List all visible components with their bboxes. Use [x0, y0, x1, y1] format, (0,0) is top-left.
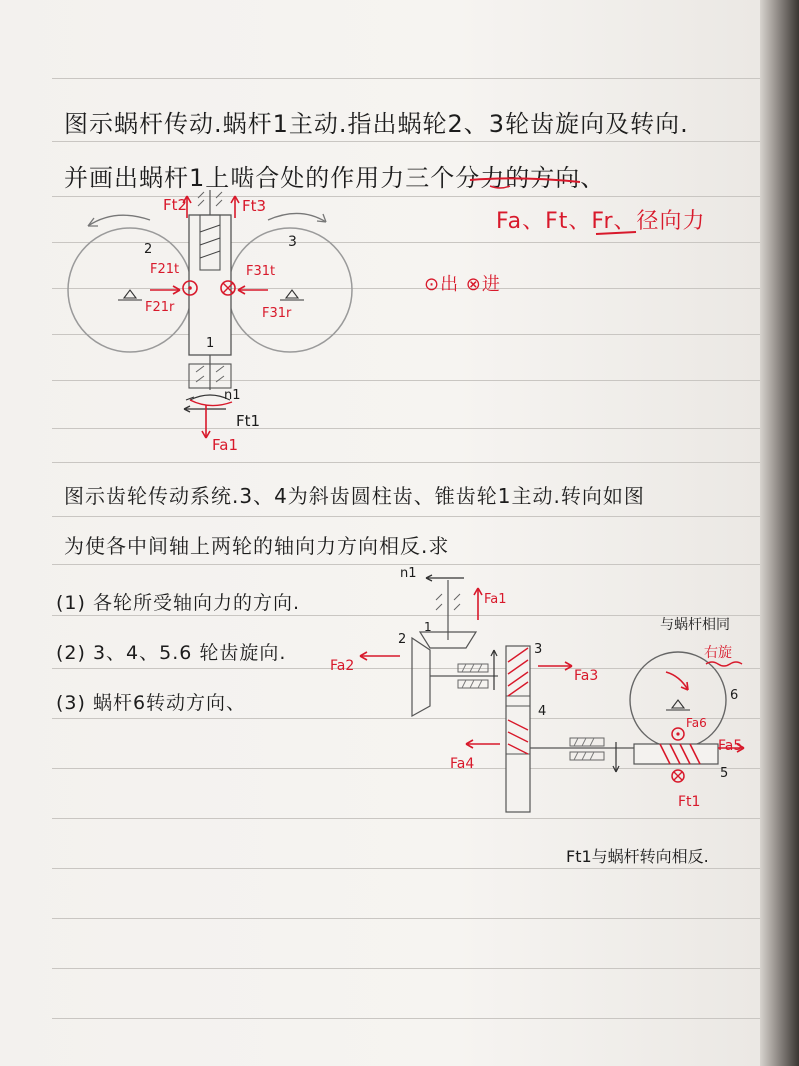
- problem1-line1: 图示蜗杆传动.蜗杆1主动.指出蜗轮2、3轮齿旋向及转向.: [64, 110, 689, 138]
- label-n1: n1: [224, 388, 241, 403]
- direction-legend: ⊙出 ⊗进: [424, 274, 501, 295]
- label-ft2: Ft2: [163, 196, 188, 214]
- label-ft3: Ft3: [242, 197, 267, 215]
- label-gear-num1: 1: [424, 620, 432, 634]
- label-gear-num4: 4: [538, 704, 547, 719]
- label-fa1: Fa1: [212, 436, 238, 454]
- label-num3: 3: [288, 234, 297, 250]
- label-f31r: F31r: [262, 306, 292, 321]
- problem2-line1: 图示齿轮传动系统.3、4为斜齿圆柱齿、锥齿轮1主动.转向如图: [64, 484, 645, 508]
- page-edge-shadow: [760, 0, 799, 1066]
- label-gear-num6: 6: [730, 688, 739, 703]
- label-fa6: Fa6: [686, 716, 707, 730]
- label-ft1: Ft1: [236, 412, 261, 430]
- problem2-line2: 为使各中间轴上两轮的轴向力方向相反.求: [64, 534, 450, 558]
- label-right-hand: 右旋: [704, 645, 732, 661]
- problem1-line2: 并画出蜗杆1上啮合处的作用力三个分力的方向、: [64, 164, 606, 192]
- label-ft1-gear: Ft1: [678, 794, 701, 810]
- label-fa3: Fa3: [574, 668, 599, 684]
- label-gear-num5: 5: [720, 766, 729, 781]
- label-f21r: F21r: [145, 300, 175, 315]
- label-ft1-note: Ft1与蜗杆转向相反.: [566, 847, 709, 866]
- label-gear-num3: 3: [534, 642, 543, 657]
- problem2-item-1: (1) 各轮所受轴向力的方向.: [56, 592, 300, 614]
- label-f31t: F31t: [246, 264, 276, 279]
- label-fa5: Fa5: [718, 738, 743, 754]
- forces-note: Fa、Ft、Fr、径向力: [496, 209, 706, 234]
- label-n1-gear: n1: [400, 566, 417, 581]
- label-gear-num2: 2: [398, 632, 407, 647]
- label-fa1-gear: Fa1: [484, 592, 507, 607]
- label-same-as-worm: 与蜗杆相同: [660, 617, 730, 633]
- label-fa2: Fa2: [330, 658, 355, 674]
- label-num2: 2: [144, 242, 153, 257]
- label-f21t: F21t: [150, 262, 180, 277]
- problem2-item-2: (2) 3、4、5.6 轮齿旋向.: [56, 642, 287, 664]
- problem2-item-3: (3) 蜗杆6转动方向、: [56, 692, 247, 714]
- label-fa4: Fa4: [450, 756, 475, 772]
- label-num1: 1: [206, 336, 215, 351]
